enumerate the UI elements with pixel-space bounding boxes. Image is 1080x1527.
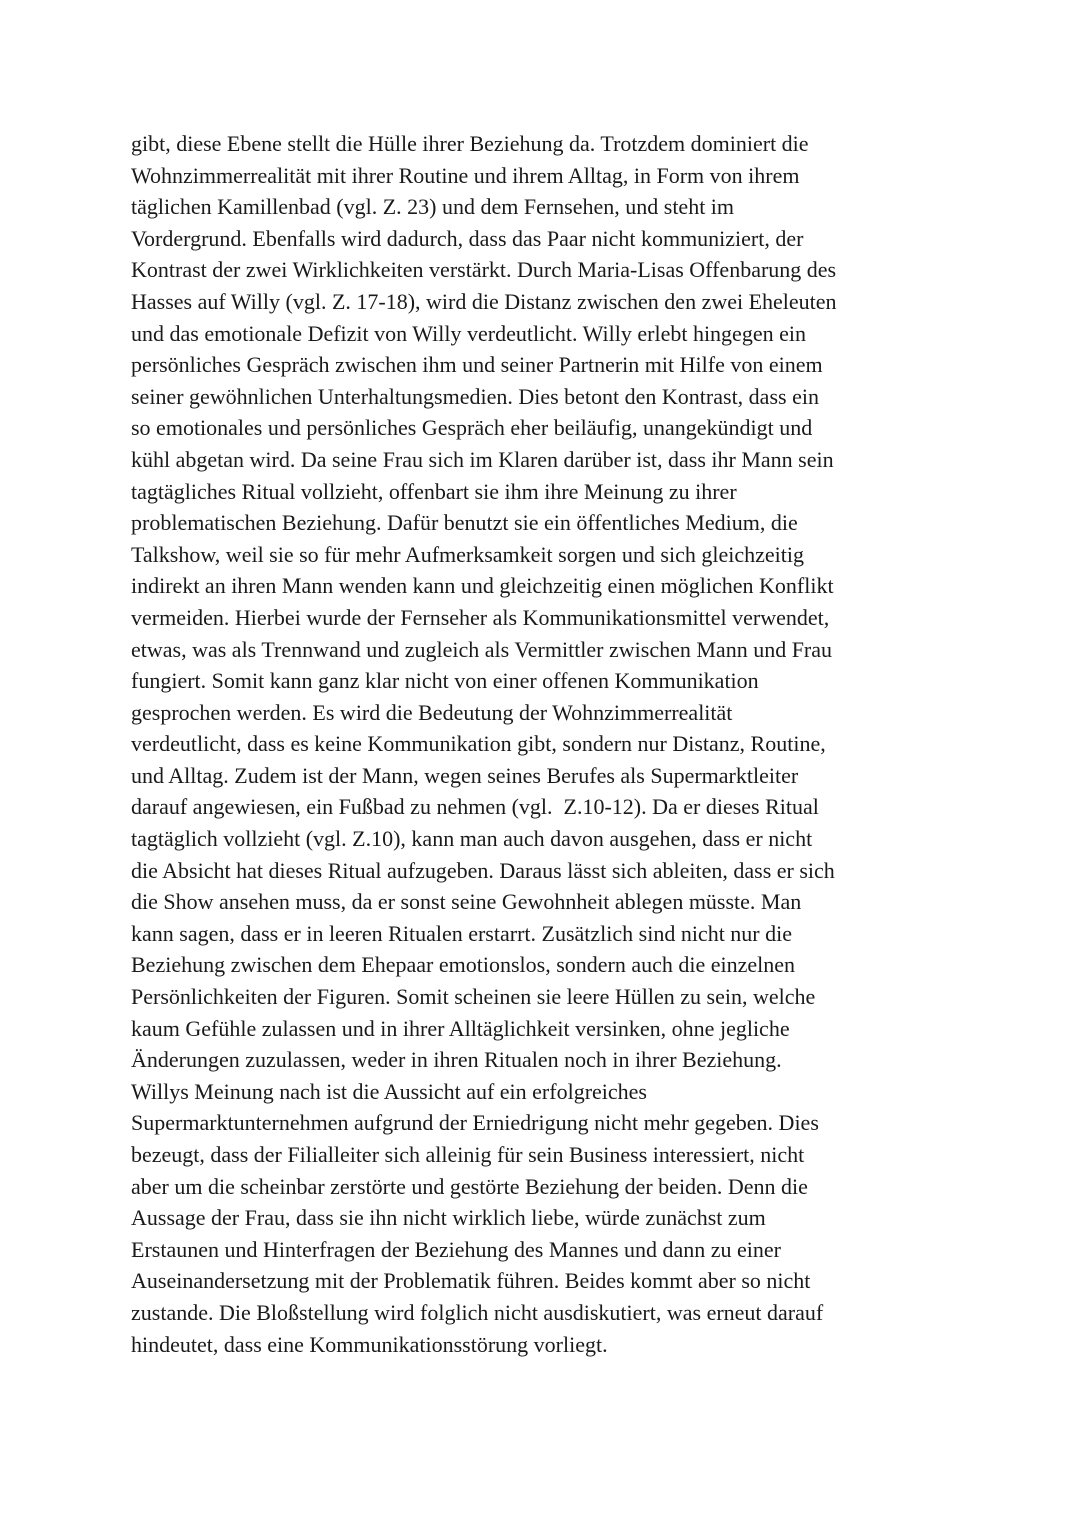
text-line: fungiert. Somit kann ganz klar nicht von einer offenen Kommunikation bbox=[131, 668, 759, 694]
text-line: kaum Gefühle zulassen und in ihrer Alltäglichkeit versinken, ohne jegliche bbox=[131, 1015, 790, 1041]
text-line: Wohnzimmerrealität mit ihrer Routine und ihrem Alltag, in Form von ihrem bbox=[131, 162, 800, 188]
text-line: und Alltag. Zudem ist der Mann, wegen seines Berufes als Supermarktleiter bbox=[131, 762, 799, 788]
text-line: Persönlichkeiten der Figuren. Somit scheinen sie leere Hüllen zu sein, welche bbox=[131, 984, 816, 1010]
text-line: persönliches Gespräch zwischen ihm und seiner Partnerin mit Hilfe von einem bbox=[131, 352, 823, 378]
text-line: gesprochen werden. Es wird die Bedeutung der Wohnzimmerrealität bbox=[131, 699, 733, 725]
text-line: Kontrast der zwei Wirklichkeiten verstärkt. Durch Maria-Lisas Offenbarung des bbox=[131, 257, 837, 283]
text-line: Beziehung zwischen dem Ehepaar emotionslos, sondern auch die einzelnen bbox=[131, 952, 796, 978]
text-line: problematischen Beziehung. Dafür benutzt sie ein öffentliches Medium, die bbox=[131, 510, 798, 536]
text-line: bezeugt, dass der Filialleiter sich alleinig für sein Business interessiert, nicht bbox=[131, 1142, 805, 1167]
text-line: Auseinandersetzung mit der Problematik führen. Beides kommt aber so nicht bbox=[131, 1268, 811, 1294]
text-line: und das emotionale Defizit von Willy verdeutlicht. Willy erlebt hingegen ein bbox=[131, 320, 806, 346]
text-line: Erstaunen und Hinterfragen der Beziehung des Mannes und dann zu einer bbox=[131, 1236, 781, 1262]
text-line: Aussage der Frau, dass sie ihn nicht wirklich liebe, würde zunächst zum bbox=[131, 1205, 766, 1231]
text-line: die Absicht hat dieses Ritual aufzugeben. Daraus lässt sich ableiten, dass er sich bbox=[131, 857, 835, 883]
text-line: die Show ansehen muss, da er sonst seine Gewohnheit ablegen müsste. Man bbox=[131, 889, 802, 915]
text-line: indirekt an ihren Mann wenden kann und gleichzeitig einen möglichen Konflikt bbox=[131, 573, 834, 599]
text-line: Talkshow, weil sie so für mehr Aufmerksamkeit sorgen und sich gleichzeitig bbox=[131, 541, 804, 567]
text-line: vermeiden. Hierbei wurde der Fernseher als Kommunikationsmittel verwendet, bbox=[131, 604, 830, 630]
text-line: verdeutlicht, dass es keine Kommunikation gibt, sondern nur Distanz, Routine, bbox=[131, 731, 826, 757]
text-line: Vordergrund. Ebenfalls wird dadurch, dass das Paar nicht kommuniziert, der bbox=[131, 225, 804, 251]
text-line: Hasses auf Willy (vgl. Z. 17-18), wird die Distanz zwischen den zwei Eheleuten bbox=[131, 288, 837, 314]
text-line: Willys Meinung nach ist die Aussicht auf ein erfolgreiches bbox=[131, 1078, 647, 1104]
text-line: so emotionales und persönliches Gespräch eher beiläufig, unangekündigt und bbox=[131, 415, 813, 441]
text-line: darauf angewiesen, ein Fußbad zu nehmen (vgl. Z.10-12). Da er dieses Ritual bbox=[131, 794, 819, 820]
text-line: zustande. Die Bloßstellung wird folglich nicht ausdiskutiert, was erneut darauf bbox=[131, 1299, 824, 1325]
text-line: Änderungen zuzulassen, weder in ihren Ritualen noch in ihrer Beziehung. bbox=[131, 1047, 782, 1073]
text-line: täglichen Kamillenbad (vgl. Z. 23) und dem Fernsehen, und steht im bbox=[131, 194, 735, 220]
text-line: gibt, diese Ebene stellt die Hülle ihrer Beziehung da. Trotzdem dominiert die bbox=[131, 131, 809, 156]
text-line: kühl abgetan wird. Da seine Frau sich im Klaren darüber ist, dass ihr Mann sein bbox=[131, 446, 834, 472]
text-line: tagtägliches Ritual vollzieht, offenbart sie ihm ihre Meinung zu ihrer bbox=[131, 478, 737, 504]
text-line: tagtäglich vollzieht (vgl. Z.10), kann man auch davon ausgehen, dass er nicht bbox=[131, 826, 813, 852]
text-line: seiner gewöhnlichen Unterhaltungsmedien. Dies betont den Kontrast, dass ein bbox=[131, 383, 819, 409]
body-paragraph bbox=[131, 128, 971, 1360]
text-line: aber um die scheinbar zerstörte und gestörte Beziehung der beiden. Denn die bbox=[131, 1173, 808, 1199]
text-line: Supermarktunternehmen aufgrund der Erniedrigung nicht mehr gegeben. Dies bbox=[131, 1110, 819, 1136]
text-line: hindeutet, dass eine Kommunikationsstörung vorliegt. bbox=[131, 1331, 608, 1357]
text-line: etwas, was als Trennwand und zugleich als Vermittler zwischen Mann und Frau bbox=[131, 636, 833, 662]
text-line: kann sagen, dass er in leeren Ritualen erstarrt. Zusätzlich sind nicht nur die bbox=[131, 920, 793, 946]
